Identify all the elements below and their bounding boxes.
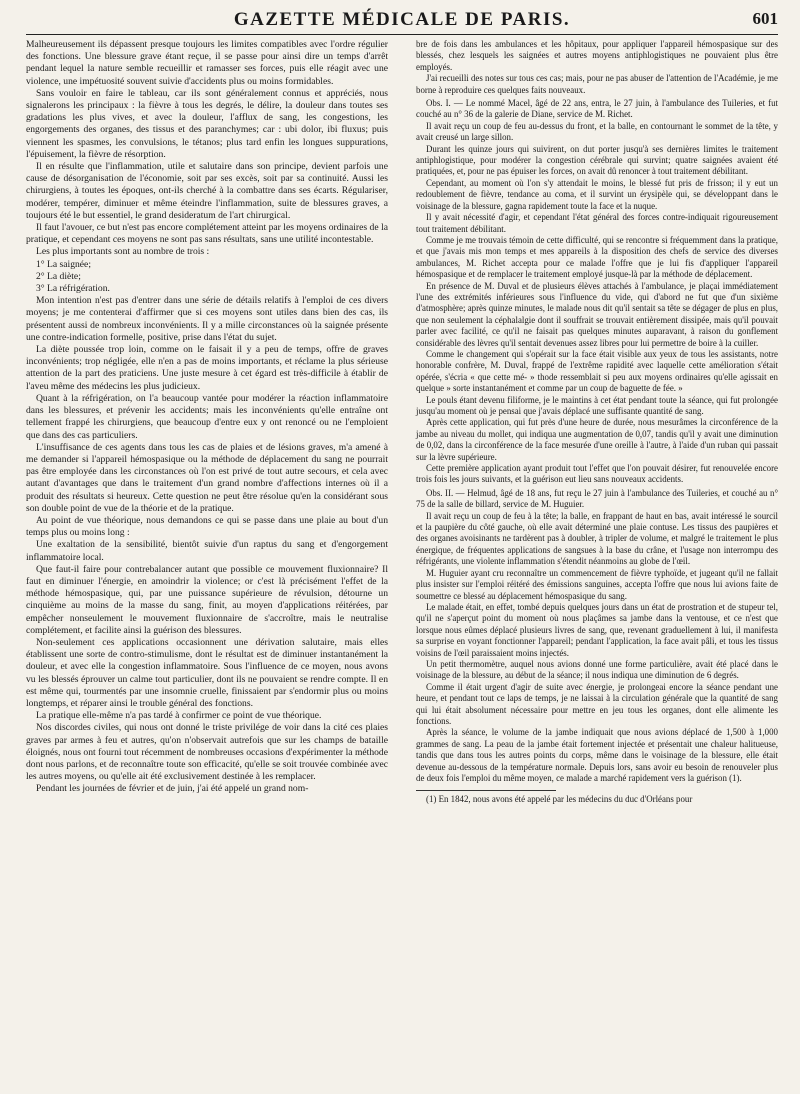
paragraph: Comme je me trouvais témoin de cette difficulté, qui se rencontre si fréquemment dans la pratique, et que j'avais mis mon temps et mes appareils à la disposition des chefs de service des diverses ambulances, M. Richet accepta pour ce malade l'offre que je lui fis d'appliquer l'appareil hémospasique et de remplacer le traitement employé jusque-là par la méthode de déplacement.	[416, 234, 778, 280]
paragraph: Après cette application, qui fut près d'une heure de durée, nous mesurâmes la circonférence de la jambe au niveau du mollet, qui indiqua une augmentation de 0,07, tandis qu'il y avait une diminution de 0,02, dans la circonférence de la face mesurée d'une oreille à l'autre, à l'aide d'un ruban qui passait sur la lèvre supérieure.	[416, 417, 778, 462]
paragraph: Le malade était, en effet, tombé depuis quelques jours dans un état de prostration et de stupeur tel, qu'il ne s'aperçut point du moment où nous plaçâmes sa jambe dans la ventouse, et ce n'est que lorsque nous eûmes déplacé plusieurs livres de sang, que, revenant graduellement à lui, il manifesta sa surprise en voyant fonctionner l'appareil; pendant l'application, la face avait pâli, et tous les tissus voisins de l'œil paraissaient moins injectés.	[416, 601, 778, 658]
paragraph: Il avait reçu un coup de feu au-dessus du front, et la balle, en contournant le sommet de la tête, y avait creusé un large sillon.	[416, 120, 778, 143]
footnote-rule	[416, 790, 556, 791]
paragraph: Non-seulement ces applications occasionnent une dérivation salutaire, mais elles établissent une sorte de contro-stimulisme, dont le résultat est de diminuer instantanément la douleur, et avec elle la congestion inflammatoire. Sous l'influence de ce moyen, nous avons vu les blessés éprouver un calme tout particulier, dont ils ne pouvaient se rendre compte. Il en est même qui, tourmentés par une insomnie cruelle, finissaient par s'endormir plus ou moins longtemps, et réparer ainsi le trouble général des fonctions.	[26, 636, 388, 709]
paragraph: La diète poussée trop loin, comme on le faisait il y a peu de temps, offre de graves inconvénients; trop négligée, elle n'en a pas de moins importants, et réclame la plus sérieuse attention de la part des praticiens. Une juste mesure à cet égard est très-difficile à établir de l'aveu même des médecins les plus judicieux.	[26, 344, 388, 392]
paragraph: J'ai recueilli des notes sur tous ces cas; mais, pour ne pas abuser de l'attention de l'Académie, je me borne à reproduire ces quelques faits nouveaux.	[416, 73, 778, 95]
paragraph: Obs. II. — Helmud, âgé de 18 ans, fut reçu le 27 juin à l'ambulance des Tuileries, et couché au n° 75 de la salle de billard, service de M. Huguier.	[416, 487, 778, 510]
paragraph: Il y avait nécessité d'agir, et cependant l'état général des forces contre-indiquait rigoureusement tout traitement débilitant.	[416, 212, 778, 234]
page-number: 601	[752, 9, 778, 28]
paragraph: L'insuffisance de ces agents dans tous les cas de plaies et de lésions graves, m'a amené à me demander si l'appareil hémospasique ou la méthode de déplacement du sang ne pourrait pas être employée dans les circonstances où l'on est privé de tout autre secours, et cela avec autant d'avantages que dans le traitement d'un grand nombre d'affections internes où il a produit des résultats si heureux. Cette question ne peut être résolue qu'en la considérant sous son double point de vue de la théorie et de la pratique.	[26, 441, 388, 514]
page-header	[26, 0, 778, 35]
paragraph: M. Huguier ayant cru reconnaître un commencement de fièvre typhoïde, et jugeant qu'il ne fallait plus insister sur l'emploi réitéré des émissions sanguines, accepta l'offre que nous lui avions faite de soumettre ce blessé au déplacement hémospasique du sang.	[416, 567, 778, 601]
paragraph: 3° La réfrigération.	[36, 283, 110, 295]
paragraph: Après la séance, le volume de la jambe indiquait que nous avions déplacé de 1,500 à 1,000 grammes de sang. La peau de la jambe était fortement injectée et présentait une chaleur halitueuse, tandis que dans tous les autres points du corps, même dans le voisinage de la blessure, elle était devenue au-dessous de la température normale. Depuis lors, sans avoir eu besoin de renouveler plus de deux fois l'emploi du même moyen, ce malade a marché rapidement vers la guérison (1).	[416, 727, 778, 783]
paragraph: Pendant les journées de février et de juin, j'ai été appelé un grand nom-	[36, 783, 309, 795]
right-column	[416, 39, 778, 806]
right-column-body	[416, 39, 778, 784]
paragraph: Cette première application ayant produit tout l'effet que l'on pouvait désirer, fut renouvelée encore trois fois les jours suivants, et la guérison eut lieu sans nouveaux accidents.	[416, 463, 778, 485]
paragraph: Il en résulte que l'inflammation, utile et salutaire dans son principe, devient parfois une cause de désorganisation de l'économie, soit par ses excès, soit par sa continuité. Aussi les chirurgiens, à toutes les époques, ont-ils cherché à la combattre dans ses écarts. Régulariser, modérer, tempérer, diminuer et même éteindre l'inflammation, suite de blessures graves, a toujours été le but essentiel, le grand desideratum de l'art chirurgical.	[26, 161, 388, 221]
paragraph: Les plus importants sont au nombre de trois :	[36, 246, 210, 258]
columns	[26, 39, 778, 806]
paragraph: 1° La saignée;	[36, 258, 91, 270]
paragraph: Mon intention n'est pas d'entrer dans une série de détails relatifs à l'emploi de ces divers moyens; je me contenterai d'affirmer que si ces moyens sont utiles dans bien des cas, ils présentent aussi de nombreux inconvénients. Il y a mille circonstances où la saignée présente une contre-indication formelle, positive, prise dans l'état du sujet.	[26, 295, 388, 343]
paragraph: La pratique elle-même n'a pas tardé à confirmer ce point de vue théorique.	[36, 710, 322, 722]
paragraph: Durant les quinze jours qui suivirent, on dut porter jusqu'à ses dernières limites le traitement antiphlogistique, pour modérer la congestion cérébrale qui survint; quatre saignées avaient été pratiquées, et, pour ne pas épuiser les forces, on avait dû renoncer à tout traitement débilitant.	[416, 143, 778, 177]
paragraph: Quant à la réfrigération, on l'a beaucoup vantée pour modérer la réaction inflammatoire dans les blessures, et prévenir les accidents; mais les inconvénients qu'elle entraîne ont tellement frappé les chirurgiens, que beaucoup d'entre eux y ont renoncé ou ne l'emploient que dans des cas particuliers.	[26, 392, 388, 441]
paragraph: Malheureusement ils dépassent presque toujours les limites compatibles avec l'ordre régulier des fonctions. Une blessure grave étant reçue, il se passe pour ainsi dire un temps d'arrêt pendant lequel la nature semble recueillir et ramasser ses forces, puis elle réagit avec une violence, une impétuosité souvent suivie d'accidents plus ou moins formidables.	[26, 39, 388, 87]
paragraph: Cependant, au moment où l'on s'y attendait le moins, le blessé fut pris de frisson; il y eut un redoublement de fièvre, tendance au coma, et il survint un érysipèle qui, se développant dans le voisinage de la blessure, gagna rapidement toute la face et la nuque.	[416, 177, 778, 211]
paragraph: Au point de vue théorique, nous demandons ce qui se passe dans une plaie au bout d'un temps plus ou moins long :	[26, 514, 388, 539]
paragraph: Obs. I. — Le nommé Macel, âgé de 22 ans, entra, le 27 juin, à l'ambulance des Tuileries, et fut couché au n° 36 de la galerie de Diane, service de M. Richet.	[416, 98, 778, 120]
left-column	[26, 39, 388, 806]
paragraph: Nos discordes civiles, qui nous ont donné le triste privilége de voir dans la cité ces plaies graves par armes à feu et autres, qu'on n'observait autrefois que sur les champs de bataille éloignés, nous ont fourni tout récemment de nombreuses occasions d'expérimenter la méthode dont nous parlons, et de reconnaître toute son efficacité, qu'elle se soit trouvée combinée avec les autres moyens, ou qu'elle ait été exclusivement destinée à les remplacer.	[26, 722, 388, 783]
paragraph: Que faut-il faire pour contrebalancer autant que possible ce mouvement fluxionnaire? Il faut en diminuer l'énergie, en amoindrir la violence; or c'est là précisément l'effet de la méthode hémospasique, qui, par une puissance supérieure de révulsion, détourne un cinquième au moins de la masse du sang, finit, au moyen d'applications réitérées, par empêcher nonseulement le mouvement fluxionnaire de s'accroître, mais le neutralise complétement, et facilite ainsi la guérison des blessures.	[26, 563, 388, 636]
publication-title: GAZETTE MÉDICALE DE PARIS.	[233, 9, 571, 30]
paragraph: 2° La diète;	[36, 270, 81, 282]
paragraph: En présence de M. Duval et de plusieurs élèves attachés à l'ambulance, je plaçai immédiatement l'une des extrémités inférieures sous l'influence du vide, qui d'abord ne fut que d'un sixième d'atmosphère; après quinze minutes, le malade nous dit qu'il sentait sa tête se dégager de plus en plus, que non seulement la céphalalgie dont il souffrait se trouvait entièrement dissipée, mais qu'il pouvait parler avec facilité, ce qu'il ne faisait pas quelques minutes auparavant, à raison du gonflement considérable des lèvres qu'il sentait devenues assez libres pour lui permettre de boire à la cuiller.	[416, 280, 778, 348]
footnote: (1) En 1842, nous avons été appelé par les médecins du duc d'Orléans pour	[426, 794, 693, 805]
paragraph: Comme le changement qui s'opérait sur la face était visible aux yeux de tous les assistants, notre honorable confrère, M. Duval, frappé de l'extrême rapidité avec laquelle cette amélioration s'était opérée, s'écria « que cette mé- » thode ressemblait si peu aux moyens ordinaires qu'elle agissait en quelque » sorte instantanément et comme par un coup de baguette de fée. »	[416, 348, 778, 394]
paragraph: Il avait reçu un coup de feu à la tête; la balle, en frappant de haut en bas, avait intéressé le sourcil et la paupière du côté gauche, où elle avait déterminé une plaie contuse. Les tissus des paupières et des organes avoisinants ne tardèrent pas à doubler, à tripler de volume, et malgré le traitement le plus énergique, de fréquentes applications de sangsues à la base du crâne, et l'usage non interrompu des réfrigérants, une violente inflammation s'étendit néanmoins au globe de l'œil.	[416, 510, 778, 567]
paragraph: Il faut l'avouer, ce but n'est pas encore complétement atteint par les moyens ordinaires de la pratique, et cependant ces moyens ne sont pas sans résultats, sans une utilité incontestable.	[26, 222, 388, 246]
paragraph: Le pouls étant devenu filiforme, je le maintins à cet état pendant toute la séance, qui fut prolongée jusqu'au moment où je pensai que j'avais déplacé une suffisante quantité de sang.	[416, 394, 778, 416]
paragraph: Un petit thermomètre, auquel nous avions donné une forme particulière, avait été placé dans le voisinage de la blessure, au début de la séance; il nous indiqua une diminution de 6 degrés.	[416, 658, 778, 681]
paragraph: Sans vouloir en faire le tableau, car ils sont généralement connus et appréciés, nous signalerons les principaux : la fièvre à tous les degrés, le délire, la douleur dans toutes ses gradations les plus vives, et avec la douleur, l'afflux de sang, les congestions, les engorgements des organes, des tissus et des paranchymes; car : ubi dolor, ibi fluxus; puis viennent les spasmes, les convulsions, le tétanos; plus tard enfin les longues suppurations, l'épuisement, la fièvre de résorption.	[26, 87, 388, 160]
paragraph: Comme il était urgent d'agir de suite avec énergie, je prolongeai encore la séance pendant une heure, et pendant tout ce laps de temps, je ne laissai à la circulation générale que la quantité de sang qui lui était absolument nécessaire pour mettre en jeu tous les organes, dont elle alimente les fonctions.	[416, 681, 778, 726]
paragraph: Une exaltation de la sensibilité, bientôt suivie d'un raptus du sang et d'engorgement inflammatoire local.	[26, 539, 388, 563]
paragraph: bre de fois dans les ambulances et les hôpitaux, pour appliquer l'appareil hémospasique sur des blessés, chez lesquels les saignées et autres moyens antiphlogistiques ne pouvaient plus être employés.	[416, 39, 778, 72]
